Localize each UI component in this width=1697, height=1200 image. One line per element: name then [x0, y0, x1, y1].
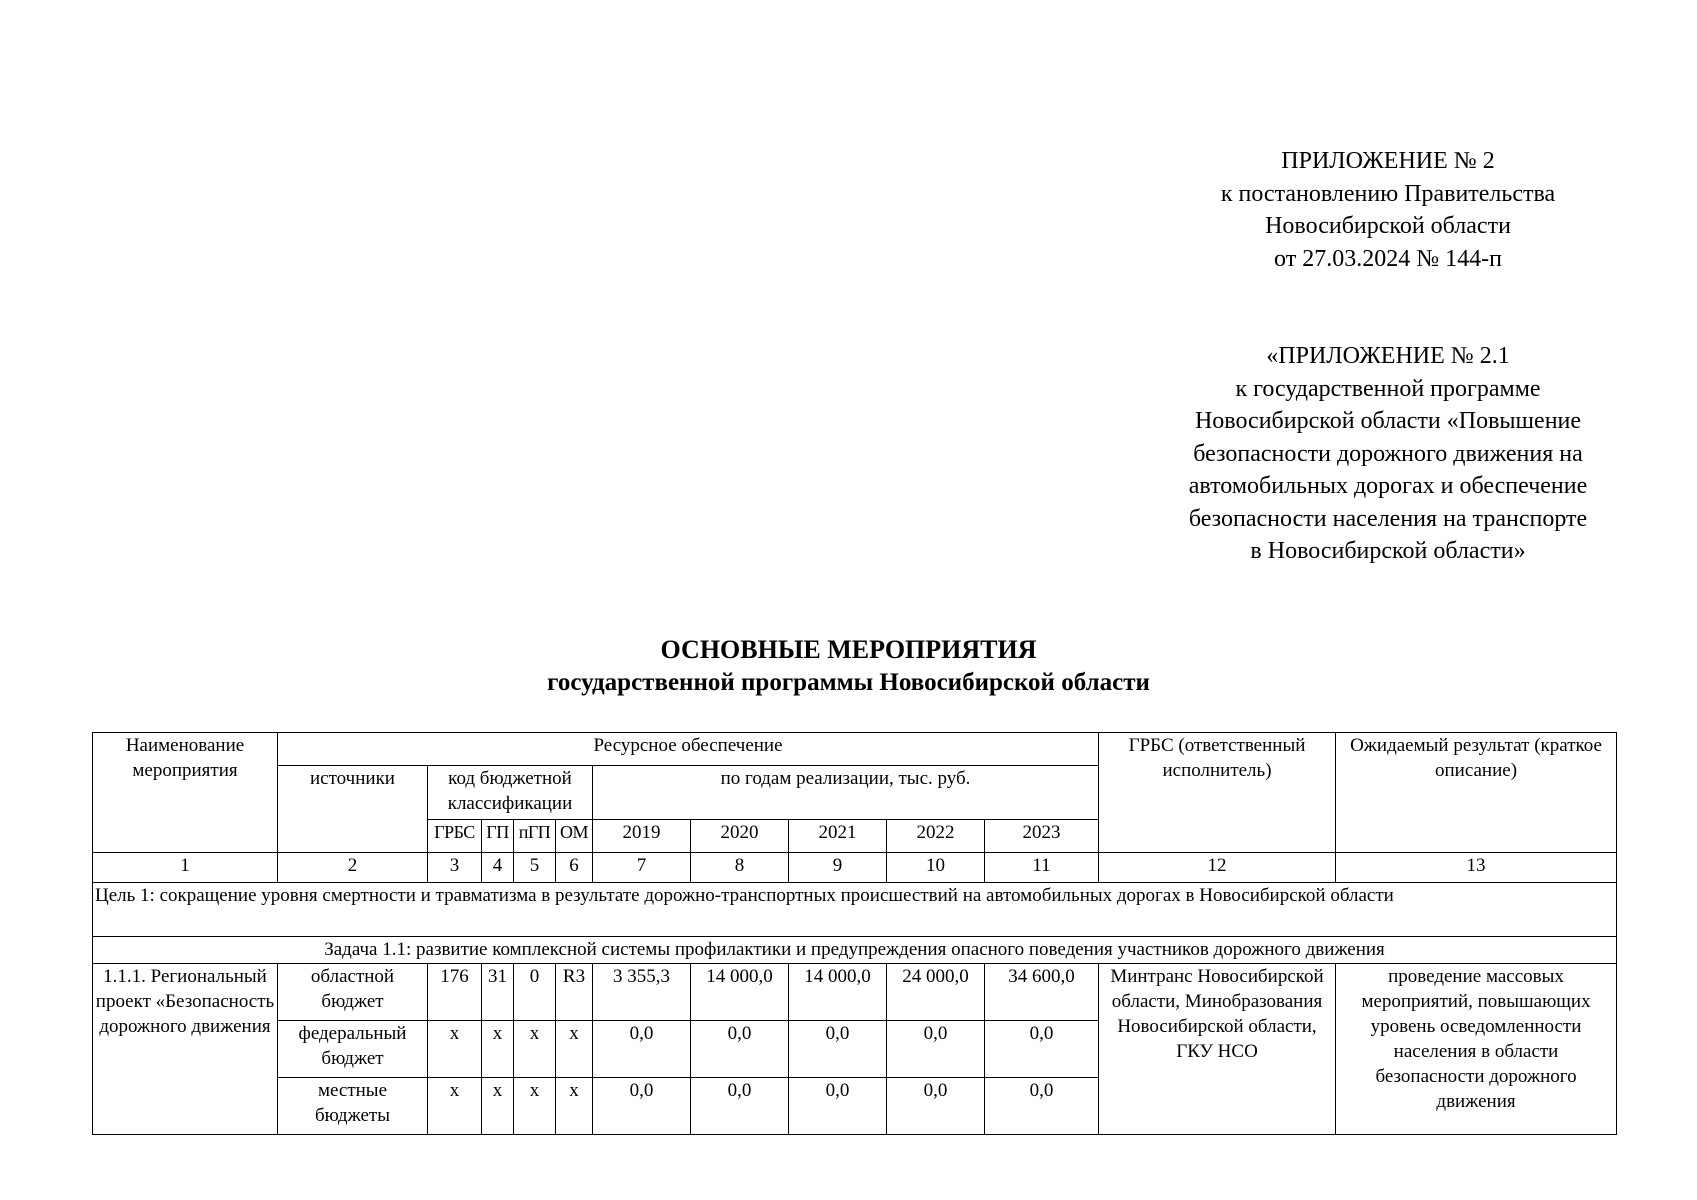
annex-line: к государственной программе: [1235, 375, 1541, 402]
annex-line: к постановлению Правительства: [1220, 180, 1556, 207]
grbs-cell: Минтранс Новосибирской области, Минобразования Новосибирской области, ГКУ НСО: [1099, 964, 1336, 1135]
annex-line: в Новосибирской области»: [1250, 538, 1526, 564]
source-cell: местные бюджеты: [278, 1078, 428, 1135]
value-cell: 14 000,0: [789, 964, 887, 1021]
header-year: 2021: [789, 820, 887, 853]
header-year: 2023: [985, 820, 1099, 853]
code-cell: x: [482, 1021, 514, 1078]
column-number: 2: [278, 853, 428, 883]
header-grbs: ГРБС (ответственный исполнитель): [1099, 733, 1336, 853]
header-resources: Ресурсное обеспечение: [278, 733, 1099, 766]
source-cell: федеральный бюджет: [278, 1021, 428, 1078]
code-cell: x: [514, 1078, 556, 1135]
value-cell: 14 000,0: [691, 964, 789, 1021]
column-number: 3: [428, 853, 482, 883]
value-cell: 0,0: [985, 1078, 1099, 1135]
code-cell: 31: [482, 964, 514, 1021]
task-text: Задача 1.1: развитие комплексной системы профилактики и предупреждения опасного поведения участников дорожного движения: [93, 937, 1617, 964]
annex-line: безопасности дорожного движения на: [1193, 440, 1583, 467]
column-number: 5: [514, 853, 556, 883]
source-cell: областной бюджет: [278, 964, 428, 1021]
annex-line: ПРИЛОЖЕНИЕ № 2: [1281, 148, 1495, 174]
column-number: 1: [93, 853, 278, 883]
goal-text: Цель 1: сокращение уровня смертности и травматизма в результате дорожно-транспортных происшествий на автомобильных дорогах в Новосибирской области: [93, 883, 1617, 937]
header-code-om: ОМ: [556, 820, 593, 853]
annex-header: [1138, 145, 1638, 275]
header-budget-code: код бюджетной классификации: [428, 766, 593, 820]
annex-line: безопасности населения на транспорте: [1188, 505, 1588, 532]
header-row: [93, 733, 1617, 766]
column-number: 6: [556, 853, 593, 883]
header-sources: источники: [278, 766, 428, 853]
value-cell: 0,0: [691, 1078, 789, 1135]
code-cell: x: [556, 1021, 593, 1078]
column-number: 4: [482, 853, 514, 883]
header-code-grbs: ГРБС: [428, 820, 482, 853]
annex-line: от 27.03.2024 № 144-п: [1274, 245, 1502, 272]
header-year: 2020: [691, 820, 789, 853]
measure-name: 1.1.1. Региональный проект «Безопасность дорожного движения: [93, 964, 278, 1135]
table-row: [93, 964, 1617, 1021]
value-cell: 0,0: [887, 1021, 985, 1078]
value-cell: 0,0: [691, 1021, 789, 1078]
column-number: 8: [691, 853, 789, 883]
code-cell: 0: [514, 964, 556, 1021]
column-number: 11: [985, 853, 1099, 883]
value-cell: 34 600,0: [985, 964, 1099, 1021]
value-cell: 0,0: [593, 1078, 691, 1135]
value-cell: 0,0: [593, 1021, 691, 1078]
header-code-pgp: пГП: [514, 820, 556, 853]
header-year: 2019: [593, 820, 691, 853]
task-row: [93, 937, 1617, 964]
document-subtitle: государственной программы Новосибирской области: [547, 669, 1150, 696]
annex-line: автомобильных дорогах и обеспечение: [1188, 473, 1588, 499]
goal-row: [93, 883, 1617, 937]
code-cell: x: [428, 1078, 482, 1135]
header-measure-name: Наименование мероприятия: [93, 733, 278, 853]
header-by-years: по годам реализации, тыс. руб.: [593, 766, 1099, 820]
header-expected-result: Ожидаемый результат (краткое описание): [1336, 733, 1617, 853]
column-number-row: [93, 853, 1617, 883]
program-annex-header: [1138, 340, 1638, 568]
column-number: 12: [1099, 853, 1336, 883]
value-cell: 3 355,3: [593, 964, 691, 1021]
value-cell: 24 000,0: [887, 964, 985, 1021]
column-number: 9: [789, 853, 887, 883]
header-code-gp: ГП: [482, 820, 514, 853]
value-cell: 0,0: [789, 1021, 887, 1078]
column-number: 7: [593, 853, 691, 883]
column-number: 13: [1336, 853, 1617, 883]
code-cell: x: [556, 1078, 593, 1135]
annex-line: Новосибирской области: [1265, 213, 1511, 239]
code-cell: x: [482, 1078, 514, 1135]
column-number: 10: [887, 853, 985, 883]
result-cell: проведение массовых мероприятий, повышающих уровень осведомленности населения в области безопасности дорожного движения: [1336, 964, 1617, 1135]
annex-line: «ПРИЛОЖЕНИЕ № 2.1: [1266, 343, 1510, 369]
code-cell: x: [428, 1021, 482, 1078]
document-title: ОСНОВНЫЕ МЕРОПРИЯТИЯ: [660, 635, 1037, 664]
code-cell: 176: [428, 964, 482, 1021]
value-cell: 0,0: [985, 1021, 1099, 1078]
value-cell: 0,0: [789, 1078, 887, 1135]
code-cell: R3: [556, 964, 593, 1021]
measures-table: [92, 732, 1617, 1135]
value-cell: 0,0: [887, 1078, 985, 1135]
header-year: 2022: [887, 820, 985, 853]
annex-line: Новосибирской области «Повышение: [1194, 408, 1582, 434]
code-cell: x: [514, 1021, 556, 1078]
